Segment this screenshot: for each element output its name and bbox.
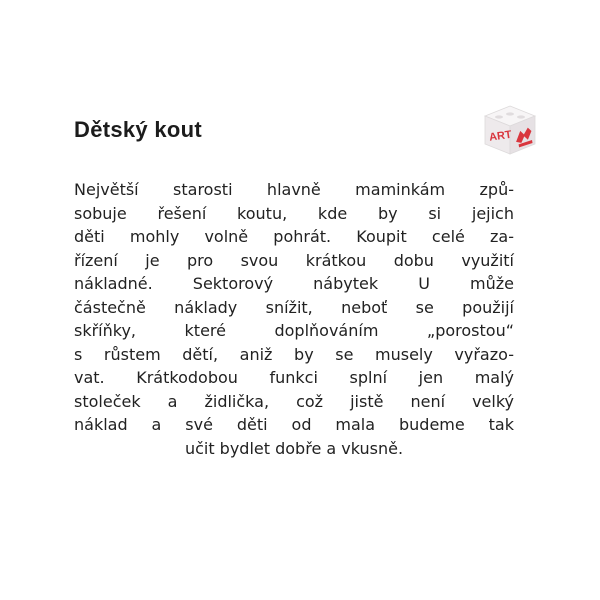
article-body	[74, 178, 514, 460]
text-line: řízení je pro svou krátkou dobu využití	[74, 250, 514, 270]
logo-text: ART	[488, 128, 513, 144]
text-line: děti mohly volně pohrát. Koupit celé za-	[74, 227, 514, 246]
text-line: učit bydlet dobře a vkusně.	[184, 438, 404, 458]
text-line: stoleček a židlička, což jistě není velký	[74, 391, 514, 411]
text-line: částečně náklady snížit, neboť se použijí	[74, 297, 514, 317]
text-line: skříňky, které doplňováním „porostou“	[74, 321, 514, 340]
text-line: vat. Krátkodobou funkci splní jen malý	[74, 368, 514, 387]
art-logo	[481, 104, 539, 156]
text-line: Největší starosti hlavně maminkám způ-	[74, 180, 514, 199]
cube-logo-icon	[485, 106, 535, 154]
article-heading: Dětský kout	[74, 117, 203, 142]
text-line: nákladné. Sektorový nábytek U může	[74, 274, 514, 293]
text-line: sobuje řešení koutu, kde by si jejich	[74, 203, 514, 223]
text-line: s růstem dětí, aniž by se musely vyřazo-	[74, 344, 514, 364]
text-line: náklad a své děti od mala budeme tak	[74, 415, 514, 434]
